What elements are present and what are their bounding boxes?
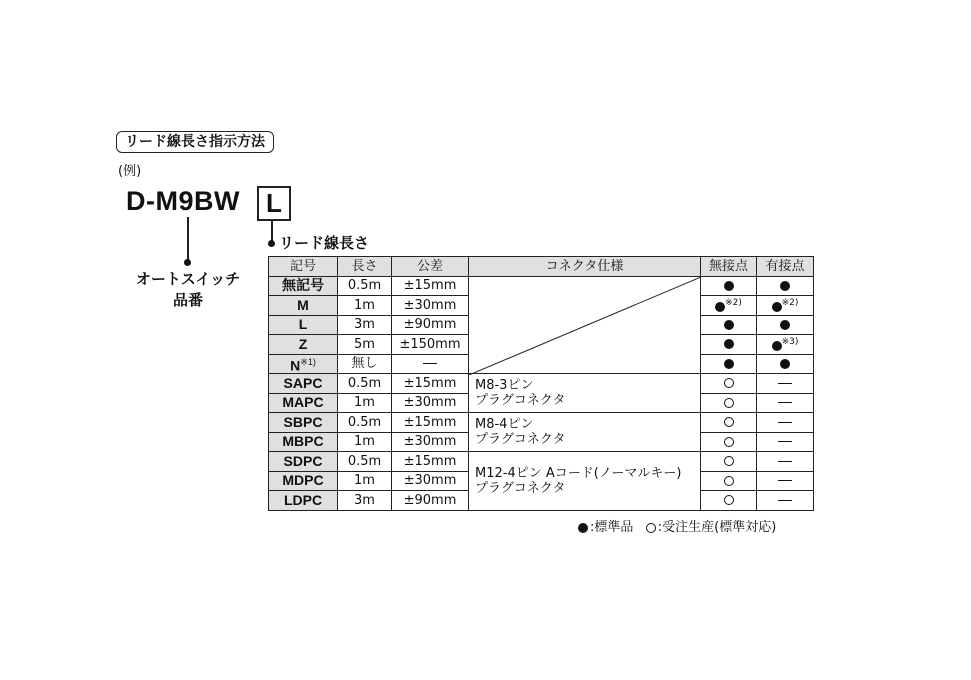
- row-symbol: L: [269, 315, 338, 335]
- made-to-order-circle-icon: [724, 417, 734, 427]
- standard-bullet-icon: [780, 359, 790, 369]
- switch-callout-line: [187, 217, 189, 262]
- switch-part-label: [118, 269, 258, 311]
- standard-bullet-icon: [772, 302, 782, 312]
- standard-bullet-icon: [724, 359, 734, 369]
- table-row: [269, 276, 814, 296]
- reed-availability: [757, 413, 814, 433]
- reed-availability: [757, 335, 814, 355]
- reed-availability: [757, 374, 814, 394]
- standard-bullet-icon: [772, 341, 782, 351]
- switch-callout-dot: [184, 259, 191, 266]
- row-symbol: N$^{※1)}$: [269, 354, 338, 374]
- standard-bullet-icon: [578, 523, 588, 533]
- solid-state-availability: [701, 354, 757, 374]
- reed-availability: [757, 296, 814, 316]
- lead-wire-table: [268, 256, 814, 511]
- row-symbol: MAPC: [269, 393, 338, 413]
- row-tolerance: ±15mm: [392, 452, 469, 472]
- row-tolerance: ±15mm: [392, 413, 469, 433]
- header-connector: コネクタ仕様: [469, 257, 701, 277]
- solid-state-availability: [701, 374, 757, 394]
- standard-bullet-icon: [724, 281, 734, 291]
- diagonal-strike: [469, 277, 701, 375]
- connector-form: プラグコネクタ: [475, 432, 566, 448]
- table-header-row: [269, 257, 814, 277]
- not-available-dash-icon: [778, 461, 792, 462]
- connector-type: M8-3ピン: [475, 378, 534, 394]
- row-symbol: LDPC: [269, 491, 338, 511]
- model-suffix-box: L: [257, 186, 291, 221]
- footnote-mark: ※2): [725, 298, 742, 309]
- footnote-mark: ※3): [781, 337, 799, 348]
- row-tolerance: ±30mm: [392, 393, 469, 413]
- not-available-dash-icon: [778, 383, 792, 384]
- connector-form: プラグコネクタ: [475, 480, 566, 496]
- made-to-order-circle-icon: [646, 523, 656, 533]
- connector-spec-cell: [469, 452, 701, 511]
- footnote-mark: ※2): [781, 298, 799, 309]
- connector-spec-cell: [469, 413, 701, 452]
- not-available-dash-icon: [423, 363, 437, 364]
- row-length: 1m: [338, 393, 392, 413]
- legend-made-to-order: :受注生産(標準対応): [657, 520, 777, 535]
- not-available-dash-icon: [778, 441, 792, 442]
- reed-availability: [757, 315, 814, 335]
- not-available-dash-icon: [778, 402, 792, 403]
- row-length: 3m: [338, 491, 392, 511]
- row-symbol: SBPC: [269, 413, 338, 433]
- row-symbol: 無記号: [269, 276, 338, 296]
- footnote-mark: ※1): [300, 356, 316, 367]
- header-reed: 有接点: [757, 257, 814, 277]
- row-length: 0.5m: [338, 413, 392, 433]
- connector-form: プラグコネクタ: [475, 393, 566, 409]
- reed-availability: [757, 491, 814, 511]
- connector-spec-cell: [469, 374, 701, 413]
- legend-standard: :標準品: [590, 520, 634, 535]
- standard-bullet-icon: [724, 339, 734, 349]
- row-symbol: M: [269, 296, 338, 316]
- legend: [578, 516, 776, 535]
- row-length: 1m: [338, 432, 392, 452]
- connector-type: M8-4ピン: [475, 417, 534, 433]
- row-length: 3m: [338, 315, 392, 335]
- solid-state-availability: [701, 432, 757, 452]
- solid-state-availability: [701, 491, 757, 511]
- header-tolerance: 公差: [392, 257, 469, 277]
- table-row: [269, 452, 814, 472]
- length-callout-line: [271, 219, 273, 242]
- row-length: 0.5m: [338, 452, 392, 472]
- row-length: 1m: [338, 296, 392, 316]
- row-tolerance: ±15mm: [392, 276, 469, 296]
- made-to-order-circle-icon: [724, 398, 734, 408]
- row-symbol: SDPC: [269, 452, 338, 472]
- solid-state-availability: [701, 413, 757, 433]
- made-to-order-circle-icon: [724, 378, 734, 388]
- solid-state-availability: [701, 471, 757, 491]
- switch-label-line2: 品番: [172, 291, 203, 309]
- model-code: D-M9BW: [126, 186, 240, 216]
- row-symbol: SAPC: [269, 374, 338, 394]
- row-tolerance: ±90mm: [392, 315, 469, 335]
- solid-state-availability: [701, 315, 757, 335]
- solid-state-availability: [701, 452, 757, 472]
- standard-bullet-icon: [724, 320, 734, 330]
- row-tolerance: ±150mm: [392, 335, 469, 355]
- row-symbol: MBPC: [269, 432, 338, 452]
- not-available-dash-icon: [778, 480, 792, 481]
- row-length: 1m: [338, 471, 392, 491]
- row-symbol: Z: [269, 335, 338, 355]
- solid-state-availability: [701, 276, 757, 296]
- length-callout-dot: [268, 240, 275, 247]
- table-row: [269, 374, 814, 394]
- solid-state-availability: [701, 393, 757, 413]
- connector-not-applicable-cell: [469, 276, 701, 374]
- reed-availability: [757, 393, 814, 413]
- row-tolerance: ±30mm: [392, 296, 469, 316]
- row-length: 0.5m: [338, 276, 392, 296]
- standard-bullet-icon: [780, 281, 790, 291]
- reed-availability: [757, 276, 814, 296]
- switch-label-line1: オートスイッチ: [135, 270, 241, 288]
- solid-state-availability: [701, 335, 757, 355]
- made-to-order-circle-icon: [724, 437, 734, 447]
- length-label: リード線長さ: [279, 234, 370, 252]
- header-length: 長さ: [338, 257, 392, 277]
- example-label: (例): [118, 164, 142, 179]
- reed-availability: [757, 471, 814, 491]
- row-tolerance: ±30mm: [392, 471, 469, 491]
- made-to-order-circle-icon: [724, 495, 734, 505]
- row-tolerance: ±30mm: [392, 432, 469, 452]
- row-length: 0.5m: [338, 374, 392, 394]
- solid-state-availability: [701, 296, 757, 316]
- row-tolerance: [392, 354, 469, 374]
- standard-bullet-icon: [780, 320, 790, 330]
- connector-type: M12-4ピン Aコード(ノーマルキー): [475, 465, 682, 481]
- reed-availability: [757, 354, 814, 374]
- made-to-order-circle-icon: [724, 476, 734, 486]
- row-length: 5m: [338, 335, 392, 355]
- made-to-order-circle-icon: [724, 456, 734, 466]
- not-available-dash-icon: [778, 422, 792, 423]
- row-length: 無し: [338, 354, 392, 374]
- section-title: リード線長さ指示方法: [116, 131, 274, 153]
- row-symbol: MDPC: [269, 471, 338, 491]
- reed-availability: [757, 432, 814, 452]
- row-tolerance: ±15mm: [392, 374, 469, 394]
- header-symbol: 記号: [269, 257, 338, 277]
- header-solid-state: 無接点: [701, 257, 757, 277]
- table-row: [269, 413, 814, 433]
- standard-bullet-icon: [715, 302, 725, 312]
- not-available-dash-icon: [778, 500, 792, 501]
- row-tolerance: ±90mm: [392, 491, 469, 511]
- reed-availability: [757, 452, 814, 472]
